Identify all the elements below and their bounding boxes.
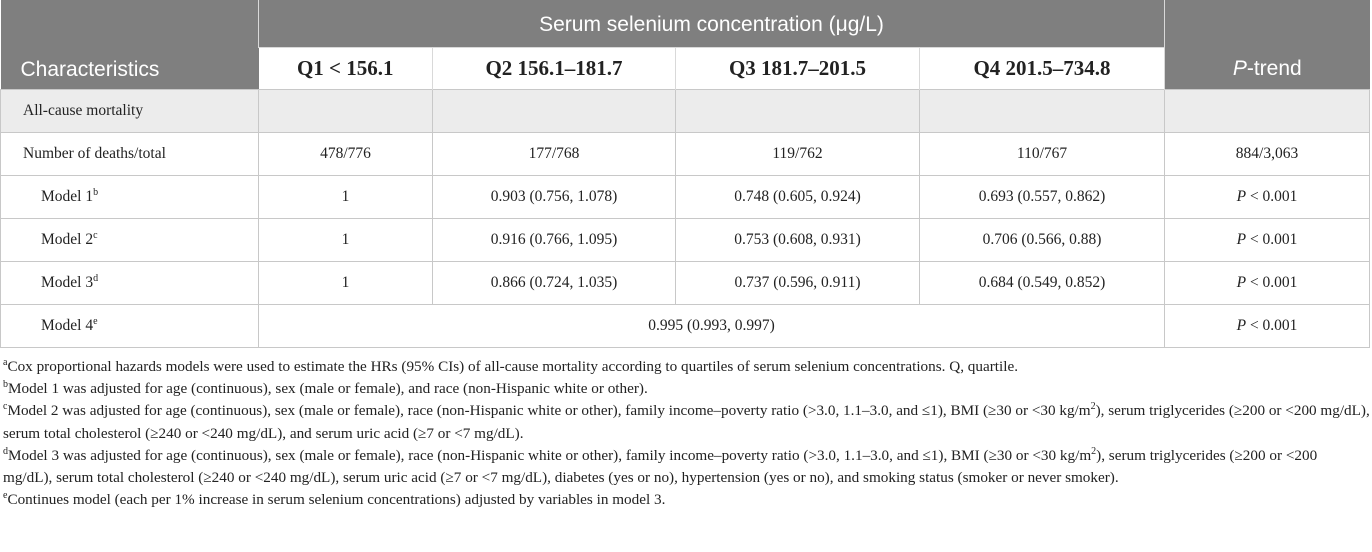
model-2-footnote-mark: c — [93, 229, 98, 241]
model-2-q3: 0.753 (0.608, 0.931) — [676, 218, 920, 261]
footnote-e-mark: e — [3, 490, 8, 502]
header-q4: Q4 201.5–734.8 — [920, 47, 1165, 89]
model-4-footnote-mark: e — [93, 315, 98, 327]
model-4-p-rest: < 0.001 — [1246, 316, 1298, 334]
model-4-label — [1, 304, 259, 347]
header-characteristics: Characteristics — [1, 0, 259, 89]
model-1-label — [1, 175, 259, 218]
model-3-p-rest: < 0.001 — [1246, 273, 1298, 291]
footnote-d — [0, 445, 1372, 489]
header-row-group — [1, 0, 1370, 47]
model-4-p-italic: P — [1236, 316, 1247, 334]
model-1-q3: 0.748 (0.605, 0.924) — [676, 175, 920, 218]
deaths-q2: 177/768 — [433, 132, 676, 175]
section-empty-cell — [920, 89, 1165, 132]
header-q3: Q3 181.7–201.5 — [676, 47, 920, 89]
header-ptrend-rest: -trend — [1246, 56, 1302, 80]
footnote-e-text: Continues model (each per 1% increase in serum selenium concentrations) adjusted by variables in model 3. — [7, 491, 666, 509]
header-ptrend-italic: P — [1232, 56, 1247, 80]
model-1-q1: 1 — [259, 175, 433, 218]
model-2-p-italic: P — [1236, 230, 1247, 248]
footnote-d-text-1: Model 3 was adjusted for age (continuous), sex (male or female), race (non-Hispanic white or other), family income–poverty ratio (>3.0, 1.1–3.0, and ≤1), BMI (≥30 or <30 kg/m — [8, 446, 1092, 464]
footnote-a-mark: a — [3, 357, 8, 368]
footnote-b — [0, 378, 1372, 400]
model-3-q3: 0.737 (0.596, 0.911) — [676, 261, 920, 304]
footnote-c — [0, 400, 1372, 444]
header-q1: Q1 < 156.1 — [296, 55, 394, 80]
model-1-p-rest: < 0.001 — [1246, 187, 1298, 205]
footnote-b-mark: b — [3, 379, 8, 391]
model-3-label-text: Model 3 — [41, 273, 94, 291]
footnote-d-unit-sup: 2 — [1091, 445, 1097, 457]
model-2-q2: 0.916 (0.766, 1.095) — [433, 218, 676, 261]
deaths-label: Number of deaths/total — [1, 132, 259, 175]
deaths-total: 884/3,063 — [1165, 132, 1370, 175]
deaths-q1: 478/776 — [259, 132, 433, 175]
model-2-q4: 0.706 (0.566, 0.88) — [920, 218, 1165, 261]
model-3-p-italic: P — [1236, 273, 1247, 291]
model-3-q4: 0.684 (0.549, 0.852) — [920, 261, 1165, 304]
section-empty-cell — [676, 89, 920, 132]
model-3-q2: 0.866 (0.724, 1.035) — [433, 261, 676, 304]
section-empty-cell — [1165, 89, 1370, 132]
model-3-label — [1, 261, 259, 304]
model-1-footnote-mark: b — [93, 186, 99, 198]
model-3-ptrend — [1165, 261, 1370, 304]
table-row-model-2 — [1, 218, 1370, 261]
section-label: All-cause mortality — [1, 89, 259, 132]
deaths-q4: 110/767 — [920, 132, 1165, 175]
model-2-p-rest: < 0.001 — [1246, 230, 1298, 248]
section-empty-cell — [259, 89, 433, 132]
model-2-q1: 1 — [259, 218, 433, 261]
section-empty-cell — [433, 89, 676, 132]
table-row-deaths — [1, 132, 1370, 175]
footnote-a-text: Cox proportional hazards models were used to estimate the HRs (95% CIs) of all-cause mortality according to quartiles of serum selenium concentrations. Q, quartile. — [7, 358, 1018, 375]
header-ptrend — [1165, 0, 1370, 89]
footnote-e — [0, 489, 1372, 511]
model-3-footnote-mark: d — [93, 272, 99, 284]
model-3-q1: 1 — [259, 261, 433, 304]
footnote-d-text-2: ), serum triglycerides (≥200 or <200 mg/dL), serum total cholesterol (≥240 or <240 mg/dL), serum uric acid (≥7 or <7 mg/dL), diabetes (yes or no), hypertension (yes or no), and smoking status (smoker or never smoker). — [3, 446, 1318, 487]
model-2-label — [1, 218, 259, 261]
table-row-model-3 — [1, 261, 1370, 304]
footnotes — [0, 355, 1372, 511]
model-4-ptrend — [1165, 304, 1370, 347]
model-2-ptrend — [1165, 218, 1370, 261]
table-row-model-1 — [1, 175, 1370, 218]
footnote-c-unit-sup: 2 — [1090, 401, 1096, 413]
model-1-p-italic: P — [1236, 187, 1247, 205]
header-group-title: Serum selenium concentration (μg/L) — [259, 0, 1165, 47]
footnote-c-text-2: ), serum triglycerides (≥200 or <200 mg/dL), serum total cholesterol (≥240 or <240 mg/dL), and serum uric acid (≥7 or <7 mg/dL). — [3, 402, 1370, 442]
table-row-model-4 — [1, 304, 1370, 347]
model-1-q2: 0.903 (0.756, 1.078) — [433, 175, 676, 218]
model-1-q4: 0.693 (0.557, 0.862) — [920, 175, 1165, 218]
model-4-value: 0.995 (0.993, 0.997) — [259, 304, 1165, 347]
model-2-label-text: Model 2 — [41, 230, 94, 248]
deaths-q3: 119/762 — [676, 132, 920, 175]
model-1-label-text: Model 1 — [41, 187, 94, 205]
footnote-d-mark: d — [3, 445, 8, 457]
section-row — [1, 89, 1370, 132]
footnote-a — [0, 356, 1372, 378]
footnote-b-text: Model 1 was adjusted for age (continuous), sex (male or female), and race (non-Hispanic white or other). — [8, 380, 648, 398]
model-4-label-text: Model 4 — [41, 316, 94, 334]
header-q2: Q2 156.1–181.7 — [433, 47, 676, 89]
footnote-c-text-1: Model 2 was adjusted for age (continuous), sex (male or female), race (non-Hispanic white or other), family income–poverty ratio (>3.0, 1.1–3.0, and ≤1), BMI (≥30 or <30 kg/m — [7, 402, 1091, 420]
model-1-ptrend — [1165, 175, 1370, 218]
footnote-c-mark: c — [3, 401, 8, 413]
